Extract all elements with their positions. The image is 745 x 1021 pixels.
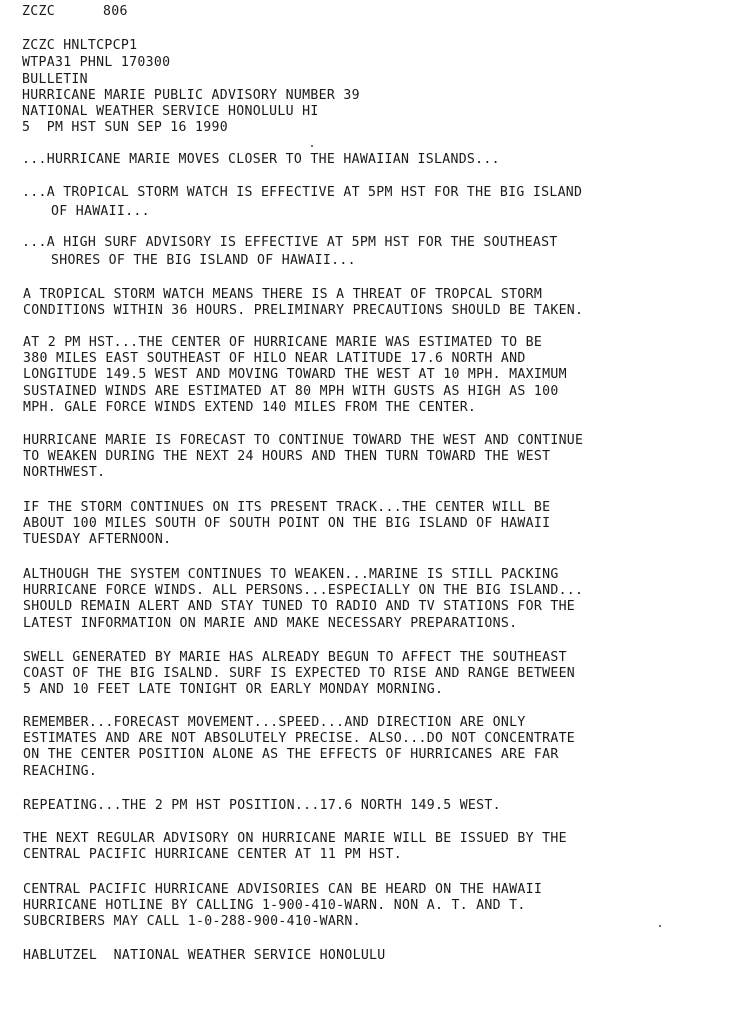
- paragraph-track: IF THE STORM CONTINUES ON ITS PRESENT TRACK...THE CENTER WILL BE ABOUT 100 MILES SOUTH OF SOUTH POINT ON THE BIG ISLAND OF HAWAII TUESDAY AFTERNOON.: [23, 500, 551, 548]
- scan-speck: [311, 145, 313, 147]
- headline-surf-line-2: SHORES OF THE BIG ISLAND OF HAWAII...: [51, 253, 356, 268]
- paragraph-remember: REMEMBER...FORECAST MOVEMENT...SPEED...AND DIRECTION ARE ONLY ESTIMATES AND ARE NOT ABSOLUTELY PRECISE. ALSO...DO NOT CONCENTRATE ON THE CENTER POSITION ALONE AS THE EFFECTS OF HURRICANES ARE FAR REACHING.: [23, 715, 576, 779]
- heading-line-4: HURRICANE MARIE PUBLIC ADVISORY NUMBER 39: [22, 88, 360, 103]
- paragraph-current-position: AT 2 PM HST...THE CENTER OF HURRICANE MARIE WAS ESTIMATED TO BE 380 MILES EAST SOUTHEAST OF HILO NEAR LATITUDE 17.6 NORTH AND LONGITUDE 149.5 WEST AND MOVING TOWARD THE WEST AT 10 MPH. MAXIMUM SUSTAINED WINDS ARE ESTIMATED AT 80 MPH WITH GUSTS AS HIGH AS 100 MPH. GALE FORCE WINDS EXTEND 140 MILES FROM THE CENTER.: [23, 335, 567, 415]
- headline-watch-line-1: ...A TROPICAL STORM WATCH IS EFFECTIVE AT 5PM HST FOR THE BIG ISLAND: [22, 185, 583, 200]
- heading-line-5: NATIONAL WEATHER SERVICE HONOLULU HI: [22, 104, 319, 119]
- scan-speck: [659, 925, 661, 927]
- paragraph-next-advisory: THE NEXT REGULAR ADVISORY ON HURRICANE MARIE WILL BE ISSUED BY THE CENTRAL PACIFIC HURRICANE CENTER AT 11 PM HST.: [23, 831, 567, 863]
- heading-line-6: 5 PM HST SUN SEP 16 1990: [22, 120, 228, 135]
- paragraph-alert: ALTHOUGH THE SYSTEM CONTINUES TO WEAKEN...MARINE IS STILL PACKING HURRICANE FORCE WINDS. ALL PERSONS...ESPECIALLY ON THE BIG ISLAND... SHOULD REMAIN ALERT AND STAY TUNED TO RADIO AND TV STATIONS FOR THE LATEST INFORMATION ON MARIE AND MAKE NECESSARY PREPARATIONS.: [23, 567, 584, 631]
- paragraph-forecast: HURRICANE MARIE IS FORECAST TO CONTINUE TOWARD THE WEST AND CONTINUE TO WEAKEN DURING THE NEXT 24 HOURS AND THEN TURN TOWARD THE WEST NORTHWEST.: [23, 433, 584, 481]
- headline-main: ...HURRICANE MARIE MOVES CLOSER TO THE HAWAIIAN ISLANDS...: [22, 152, 500, 167]
- paragraph-repeating: REPEATING...THE 2 PM HST POSITION...17.6 NORTH 149.5 WEST.: [23, 798, 501, 813]
- heading-line-1: ZCZC HNLTCPCP1: [22, 38, 138, 53]
- headline-surf-line-1: ...A HIGH SURF ADVISORY IS EFFECTIVE AT 5PM HST FOR THE SOUTHEAST: [22, 235, 558, 250]
- header-number: 806: [103, 4, 128, 19]
- paragraph-hotline: CENTRAL PACIFIC HURRICANE ADVISORIES CAN BE HEARD ON THE HAWAII HURRICANE HOTLINE BY CALLING 1-900-410-WARN. NON A. T. AND T. SUBCRIBERS MAY CALL 1-0-288-900-410-WARN.: [23, 882, 543, 930]
- heading-line-2: WTPA31 PHNL 170300: [22, 55, 171, 70]
- header-code: ZCZC: [22, 4, 55, 19]
- paragraph-swell: SWELL GENERATED BY MARIE HAS ALREADY BEGUN TO AFFECT THE SOUTHEAST COAST OF THE BIG ISALND. SURF IS EXPECTED TO RISE AND RANGE BETWEEN 5 AND 10 FEET LATE TONIGHT OR EARLY MONDAY MORNING.: [23, 650, 576, 698]
- heading-line-3: BULLETIN: [22, 72, 88, 87]
- headline-watch-line-2: OF HAWAII...: [51, 204, 150, 219]
- signature: HABLUTZEL NATIONAL WEATHER SERVICE HONOLULU: [23, 948, 386, 963]
- paragraph-storm-watch-definition: A TROPICAL STORM WATCH MEANS THERE IS A THREAT OF TROPCAL STORM CONDITIONS WITHIN 36 HOURS. PRELIMINARY PRECAUTIONS SHOULD BE TAKEN.: [23, 287, 584, 319]
